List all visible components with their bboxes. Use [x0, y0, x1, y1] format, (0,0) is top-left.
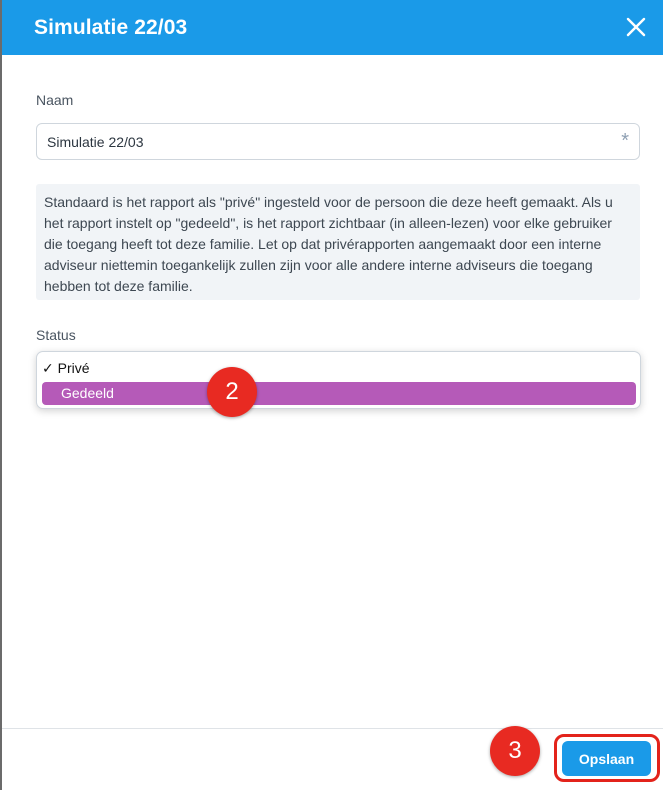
name-input[interactable]: [36, 123, 640, 160]
option-prive[interactable]: ✓ Privé: [42, 360, 90, 376]
name-label: Naam: [36, 92, 74, 108]
save-button[interactable]: Opslaan: [562, 741, 651, 776]
footer-divider: [2, 728, 663, 729]
status-dropdown[interactable]: [36, 351, 641, 409]
name-value: Simulatie 22/03: [47, 133, 144, 150]
close-icon[interactable]: [623, 14, 649, 40]
required-icon: *: [621, 130, 629, 152]
status-label: Status: [36, 327, 76, 343]
option-gedeeld[interactable]: Gedeeld: [42, 382, 636, 405]
step-2-badge: 2: [207, 367, 257, 417]
modal-header: [2, 0, 663, 55]
modal-title: Simulatie 22/03: [34, 15, 188, 39]
info-box: Standaard is het rapport als "privé" ingesteld voor de persoon die deze heeft gemaakt. Als u het rapport instelt op "gedeeld", is het rapport zichtbaar (in alleen-lezen) voor elke gebruiker die toegang heeft tot deze familie. Let op dat privérapporten aangemaakt door een interne adviseur niettemin toegankelijk zullen zijn voor alle andere interne adviseurs die toegang hebben tot deze familie.: [36, 184, 640, 300]
step-3-badge: 3: [490, 726, 540, 776]
